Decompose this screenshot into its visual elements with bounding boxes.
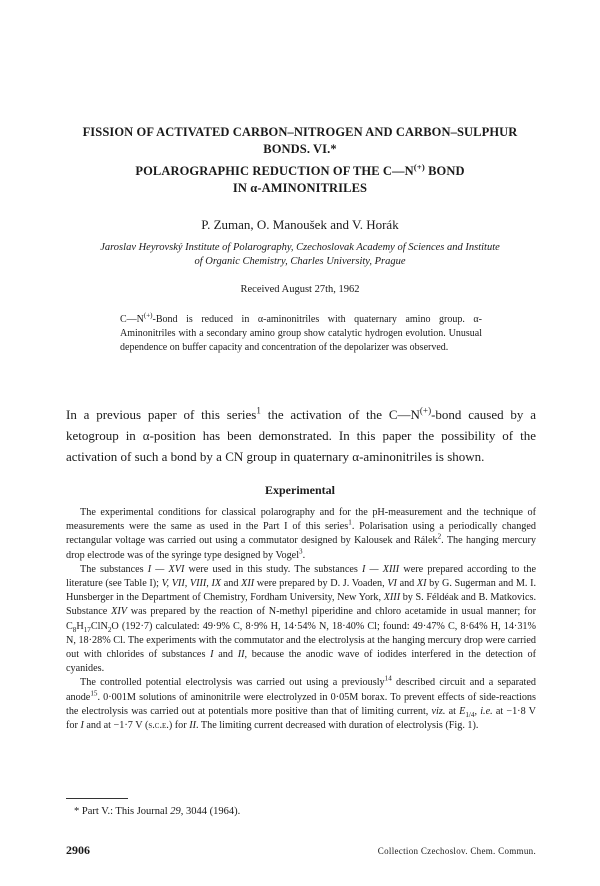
footnote: * Part V.: This Journal 29, 3044 (1964).: [74, 806, 241, 817]
experimental-body: [66, 506, 536, 733]
section-heading-experimental: Experimental: [265, 483, 335, 497]
affiliation: Jaroslav Heyrovský Institute of Polarography, Czechoslovak Academy of Sciences and Institute of Organic Chemistry, Charles University, Prague: [100, 242, 500, 267]
abstract: C—N(+)-Bond is reduced in α-aminonitriles with quaternary amino group. α-Aminonitriles with a secondary amino group show catalytic hydrogen evolution. Unusual dependence on buffer capacity and concentration of the depolarizer was observed.: [120, 311, 482, 353]
authors: P. Zuman, O. Manoušek and V. Horák: [201, 217, 399, 232]
paragraph-3: The controlled potential electrolysis was carried out using a previously$^{14}$ described circuit and a separated anode$^{15}$. 0·001M solutions of aminonitrile were electrolyzed in 0·05M borax. To prevent effects of side-reactions the electrolysis was carried out at potentials more positive than that of limiting current, viz. at $E_{1/4}$, i.e. at −1·8 V for I and at −1·7 V (s.c.e.) for II. The limiting current decreased with duration of electrolysis (Fig. 1).: [66, 675, 537, 732]
paragraph-1: The experimental conditions for classical polarography and for the pH-measurement and the technique of measurements were the same as used in the Part I of this series$^1$. Polarisation using a periodically changed rectangular voltage was carried out using a commutator designed by Kalousek and Rálek$^2$. The hanging mercury drop electrode was of the syringe type designed by Vogel$^3$.: [66, 507, 537, 561]
intro-paragraph: In a previous paper of this series$^1$ the activation of the C—N(+)-bond caused by a ketogroup in α-position has been demonstrated. In this paper the possibility of the activation of such a bond by a CN group in quaternary α-aminonitriles is shown.: [66, 405, 537, 464]
title-line-1: FISSION OF ACTIVATED CARBON–NITROGEN AND CARBON–SULPHUR: [82, 125, 518, 139]
title-line-2: BONDS. VI.*: [263, 142, 337, 156]
received-date: Received August 27th, 1962: [240, 284, 360, 295]
journal-name: Collection Czechoslov. Chem. Commun.: [377, 846, 536, 856]
subtitle-line-1: POLAROGRAPHIC REDUCTION OF THE C—N(+) BOND: [135, 161, 465, 178]
page-number: 2906: [66, 843, 90, 857]
footnote-rule: [66, 798, 128, 799]
paper-subtitle: [60, 163, 540, 197]
paragraph-2: The substances I — XVI were used in this study. The substances I — XIII were prepared according to the literature (see Table I); V, VII, VIII, IX and XII were prepared by D. J. Voaden, VI and XI by G. Sugerman and M. I. Hunsberger in the Department of Chemistry, Fordham University, New York, XIII by S. Féldéak and B. Matkovics. Substance XIV was prepared by the reaction of N-methyl piperidine and chloro acetamide in usual manner; for $C_8H_{17}ClN_2O$ (192·7) calculated: 49·9% C, 8·9% H, 14·54% N, 18·40% Cl; found: 49·47% C, 8·64% H, 14·31% N, 18·28% Cl. The experiments with the commutator and the electrolysis at the hanging mercury drop were carried out with chlorides of substances I and II, because the anodic wave of iodides interfered in the detection of cyanides.: [66, 563, 537, 675]
subtitle-line-2: IN α-AMINONITRILES: [232, 181, 368, 195]
paper-title: [60, 124, 540, 158]
